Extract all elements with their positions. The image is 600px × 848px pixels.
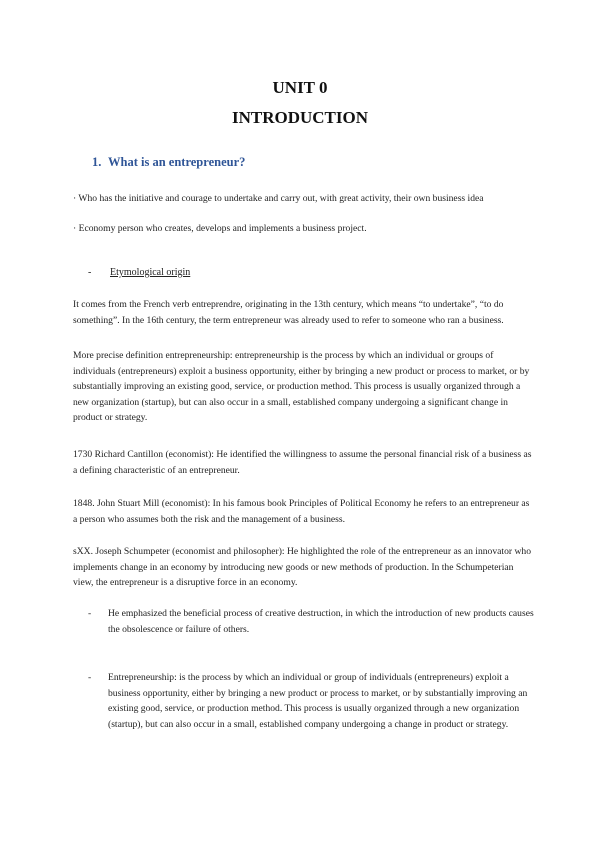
list-dash: -	[88, 608, 92, 619]
origin-paragraph: It comes from the French verb entreprendre, originating in the 13th century, which means “to undertake”, “to do something”. In the 16th century, the term entrepreneur was already used to refer to someone who ran a business.	[73, 299, 504, 326]
list-item-text: He emphasized the beneficial process of creative destruction, in which the introduction of new products causes the obsolescence or failure of others.	[108, 608, 534, 635]
schumpeter-paragraph: sXX. Joseph Schumpeter (economist and philosopher): He highlighted the role of the entrepreneur as an innovator who implements change in an economy by introducing new goods or new methods of production. In the Schumpeterian view, the entrepreneur is a disruptive force in an economy.	[73, 546, 531, 588]
subheading-dash: -	[88, 267, 92, 278]
definition-bullet-1: · Who has the initiative and courage to undertake and carry out, with great activity, their own business idea	[73, 193, 484, 204]
list-item	[88, 670, 538, 732]
cantillon-paragraph: 1730 Richard Cantillon (economist): He identified the willingness to assume the personal financial risk of a business as a defining characteristic of an entrepreneur.	[73, 449, 532, 476]
section-number: 1.	[92, 155, 102, 169]
definition-bullet-2: · Economy person who creates, develops and implements a business project.	[73, 223, 367, 234]
list-item-text: Entrepreneurship: is the process by which an individual or group of individuals (entrepreneurs) exploit a business opportunity, either by bringing a new product or process to market, or by substantially improving an existing good, service, or production method. This process is usually organized through a new organization (startup), but can also occur in a small, established company undergoing a change in product or strategy.	[108, 672, 528, 730]
unit-title: UNIT 0	[272, 78, 328, 97]
list-dash: -	[88, 672, 92, 683]
section-heading	[92, 155, 245, 170]
main-title: INTRODUCTION	[231, 108, 369, 127]
etymology-subheading	[88, 267, 190, 278]
list-item	[88, 606, 538, 637]
subheading-label: Etymological origin	[110, 267, 191, 278]
mill-paragraph: 1848. John Stuart Mill (economist): In his famous book Principles of Political Economy he refers to an entrepreneur as a person who assumes both the risk and the management of a business.	[73, 498, 530, 525]
section-heading-text: What is an entrepreneur?	[108, 155, 246, 169]
definition-paragraph: More precise definition entrepreneurship: entrepreneurship is the process by which an individual or groups of individuals (entrepreneurs) exploit a business opportunity, either by bringing a new product or process to market, or by substantially improving an existing good, service, or production method. This process is usually organized through a new organization (startup), but can also occur in a small, established company undergoing a significant change in product or strategy.	[73, 350, 530, 423]
